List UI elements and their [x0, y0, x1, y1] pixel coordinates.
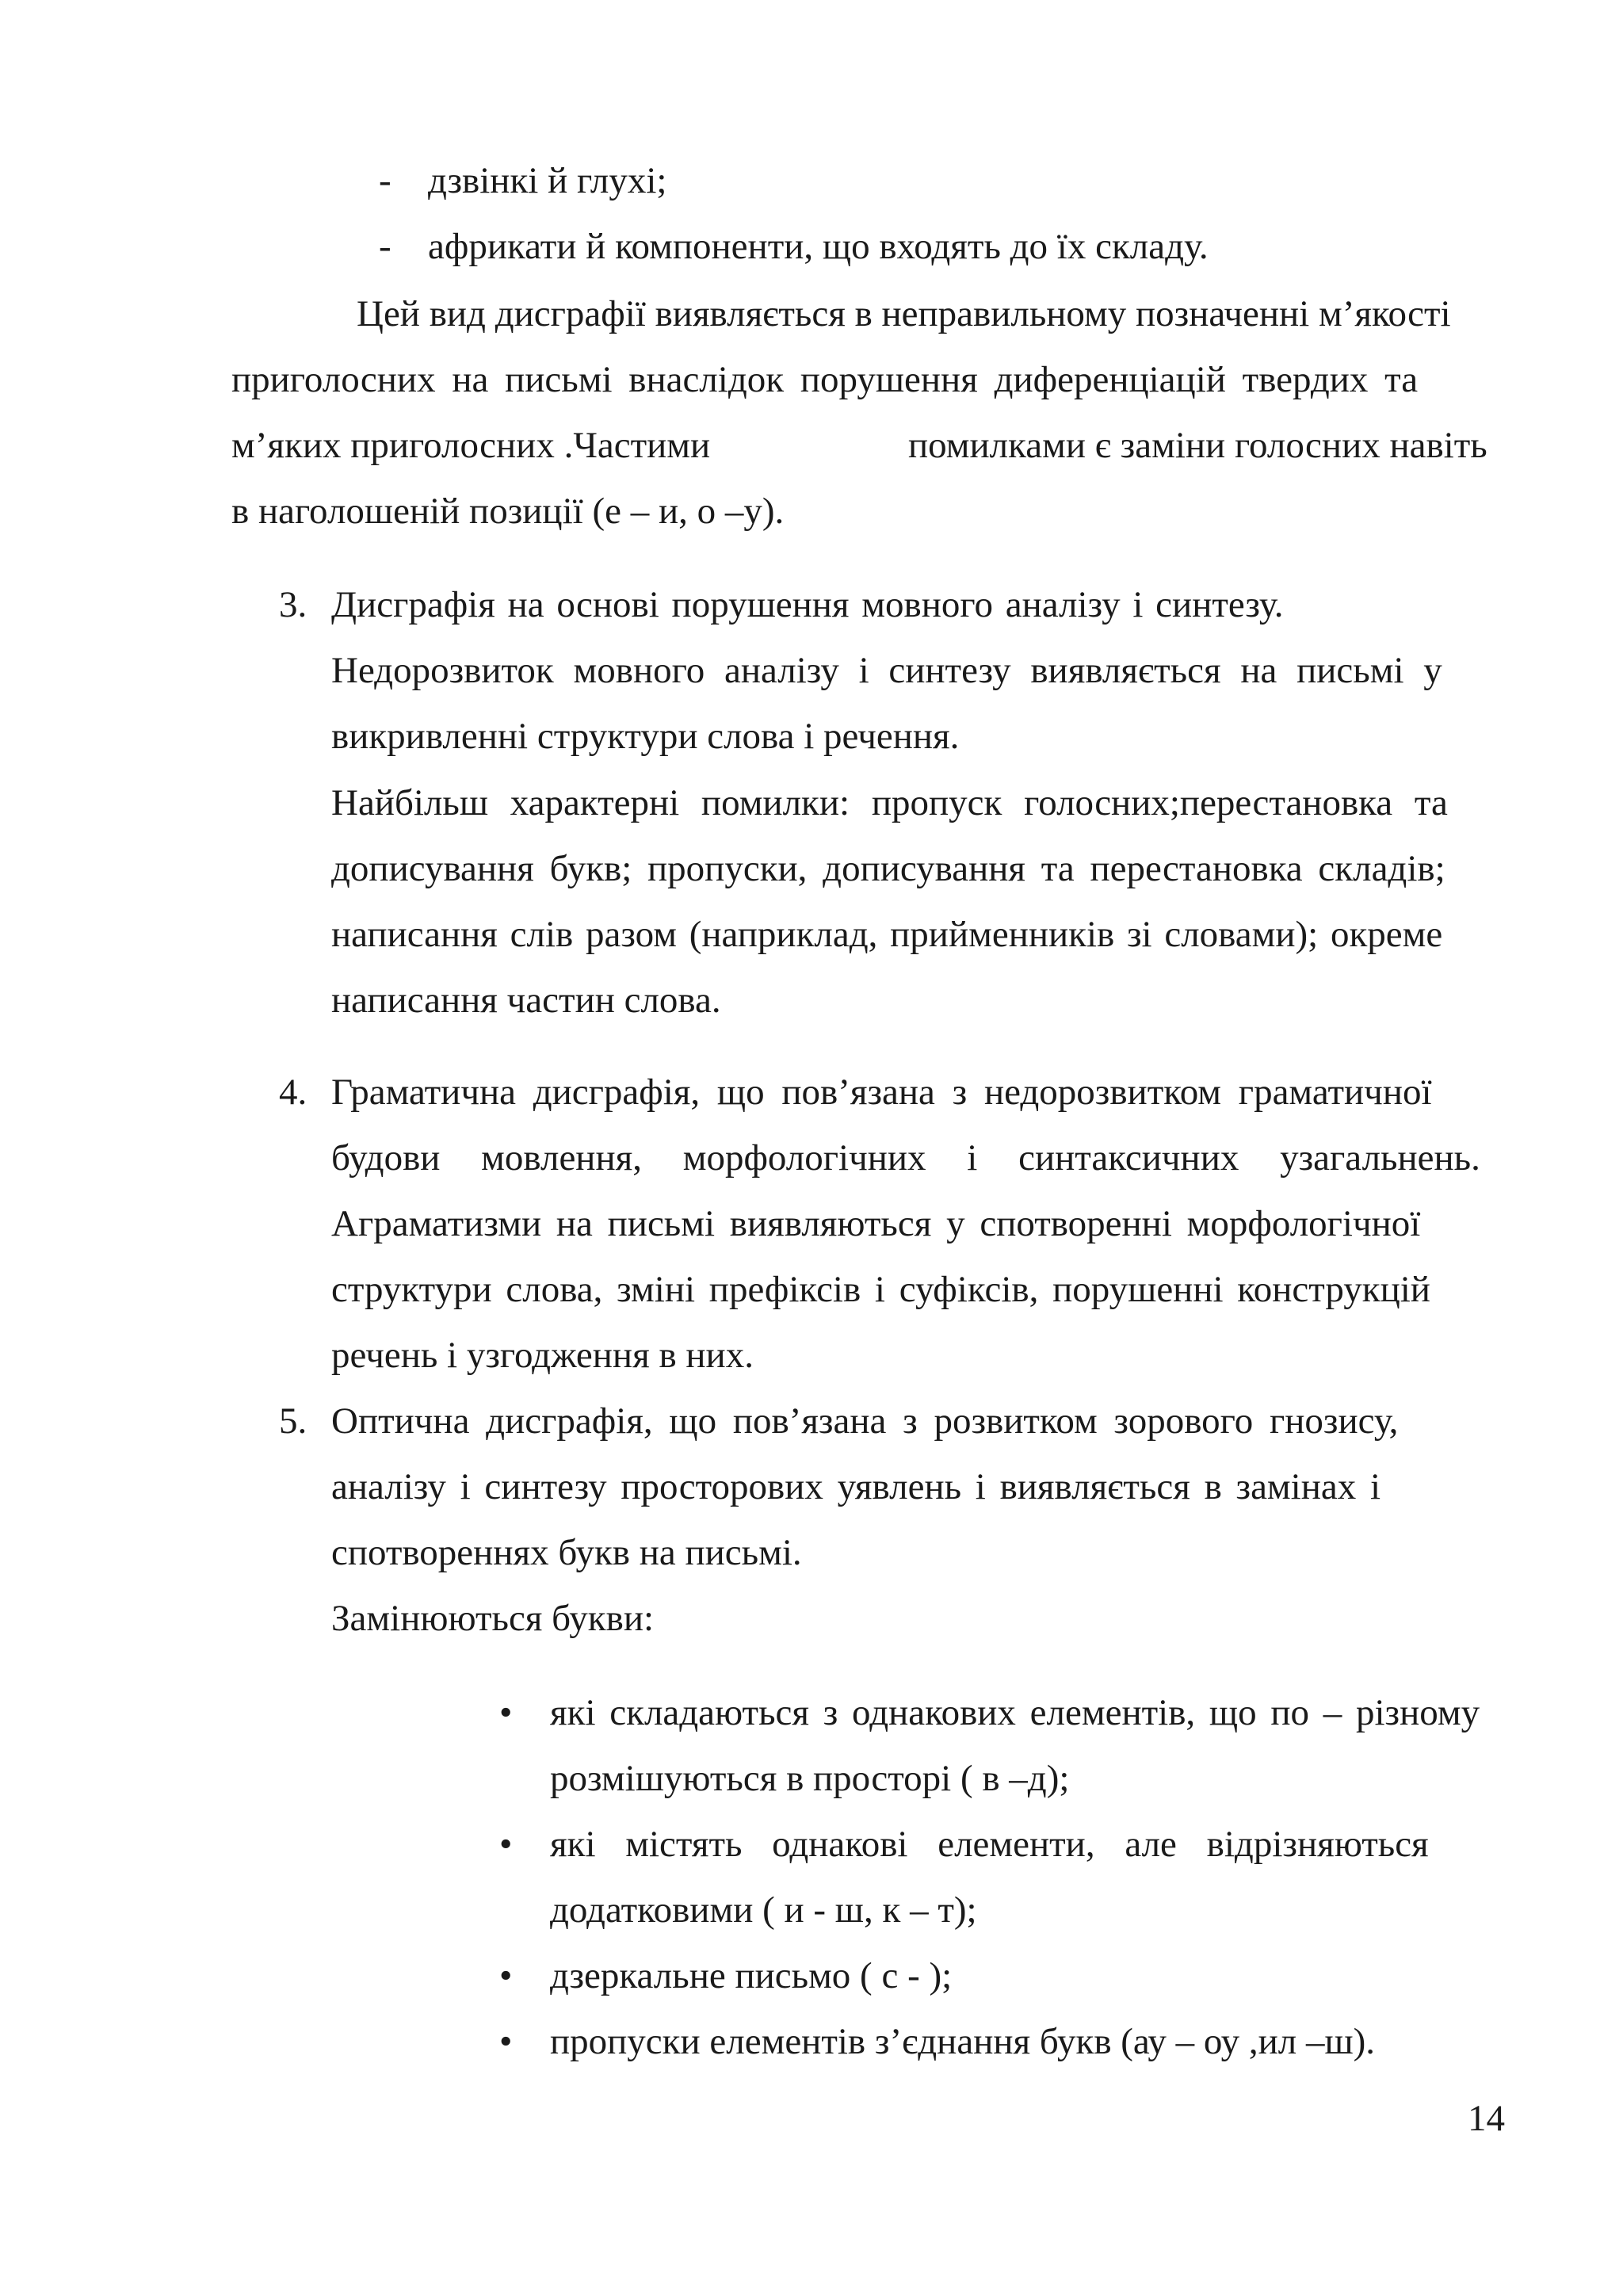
- list-item-line: написання слів разом (наприклад, прийменників зі словами); окреме: [331, 914, 1443, 955]
- paragraph-line-left: м’яких приголосних .Частими: [231, 425, 711, 466]
- list-item-line: Оптична дисграфія, що пов’язана з розвитком зорового гнозису,: [331, 1400, 1399, 1442]
- list-item-line: Замінюються букви:: [331, 1598, 655, 1639]
- list-item-line: дописування букв; пропуски, дописування та перестановка складів;: [331, 848, 1445, 889]
- list-item-line: аналізу і синтезу просторових уявлень і виявляється в замінах і: [331, 1466, 1381, 1507]
- list-number: 3.: [279, 584, 307, 625]
- list-item-line: речень і узгодження в них.: [331, 1335, 754, 1376]
- list-number: 5.: [279, 1400, 307, 1442]
- bullet-item-line: розмішуються в просторі ( в –д);: [550, 1758, 1070, 1799]
- bullet-icon: •: [499, 1692, 513, 1733]
- list-item-line: Найбільш характерні помилки: пропуск голосних;перестановка та: [331, 782, 1448, 823]
- list-item-line: Дисграфія на основі порушення мовного аналізу і синтезу.: [331, 584, 1284, 625]
- list-item-line: структури слова, зміні префіксів і суфіксів, порушенні конструкцій: [331, 1269, 1430, 1310]
- list-item-line: Недорозвиток мовного аналізу і синтезу виявляється на письмі у: [331, 650, 1442, 691]
- bullet-icon: •: [499, 1955, 513, 1996]
- bullet-item-line: пропуски елементів з’єднання букв (ау – оу ,ил –ш).: [550, 2021, 1376, 2062]
- paragraph-text: приголосних на письмі внаслідок порушення диференціацій твердих та: [231, 359, 1419, 400]
- bullet-icon: •: [499, 2021, 513, 2062]
- bullet-icon: •: [499, 1824, 513, 1865]
- paragraph-line: Цей вид дисграфії виявляється в неправильному позначенні м’якості: [357, 293, 1451, 334]
- dash-marker: -: [379, 160, 391, 201]
- list-item-line: спотвореннях букв на письмі.: [331, 1532, 802, 1573]
- bullet-item-line: які містять однакові елементи, але відрізняються: [550, 1824, 1429, 1865]
- list-item-line: написання частин слова.: [331, 980, 721, 1021]
- dash-item: африкати й компоненти, що входять до їх складу.: [428, 226, 1209, 267]
- list-item-line: будови мовлення, морфологічних і синтаксичних узагальнень.: [331, 1137, 1480, 1179]
- bullet-item-line: дзеркальне письмо ( с - );: [550, 1955, 953, 1996]
- dash-marker: -: [379, 226, 391, 267]
- list-item-line: викривленні структури слова і речення.: [331, 716, 960, 757]
- paragraph-line: [231, 361, 1506, 399]
- page-number: 14: [1468, 2098, 1505, 2139]
- list-item-line: Граматична дисграфія, що пов’язана з недорозвитком граматичної: [331, 1072, 1432, 1113]
- bullet-item-line: додатковими ( и - ш, к – т);: [550, 1889, 977, 1931]
- list-item-line: Аграматизми на письмі виявляються у спотворенні морфологічної: [331, 1203, 1421, 1244]
- bullet-item-line: які складаються з однакових елементів, що по – різному: [550, 1692, 1480, 1733]
- dash-item: дзвінкі й глухі;: [428, 160, 667, 201]
- list-number: 4.: [279, 1072, 307, 1113]
- paragraph-line-right: помилками є заміни голосних навіть: [908, 425, 1487, 466]
- paragraph-line: в наголошеній позиції (е – и, о –у).: [231, 491, 785, 532]
